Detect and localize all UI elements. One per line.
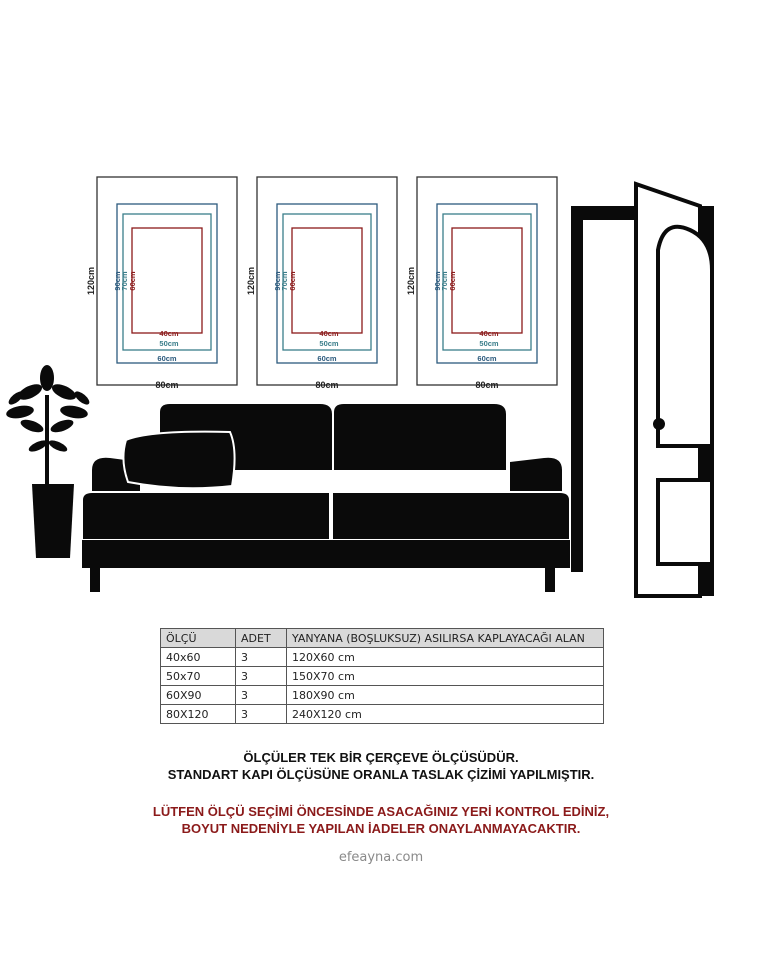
quantity-cell: 3 [236, 686, 287, 705]
table-row [161, 705, 604, 724]
size-cell: 50x70 [161, 667, 236, 686]
frame-height-label: 90cm [433, 271, 442, 291]
frame-width-label: 40cm [319, 329, 339, 338]
quantity-cell: 3 [236, 648, 287, 667]
column-header-coverage: YANYANA (BOŞLUKSUZ) ASILIRSA KAPLAYACAĞI ALAN [287, 629, 604, 648]
frame-width-label: 80cm [315, 380, 339, 390]
quantity-cell: 3 [236, 667, 287, 686]
coverage-cell: 150X70 cm [287, 667, 604, 686]
note-line-1: ÖLÇÜLER TEK BİR ÇERÇEVE ÖLÇÜSÜDÜR. [243, 750, 519, 765]
door-icon [571, 184, 714, 596]
quantity-cell: 3 [236, 705, 287, 724]
column-header-size: ÖLÇÜ [161, 629, 236, 648]
frame-width-label: 40cm [159, 329, 179, 338]
frame-height-label: 70cm [440, 271, 449, 291]
table-row [161, 686, 604, 705]
frame-width-label: 50cm [479, 339, 499, 348]
frame-width-label: 80cm [155, 380, 179, 390]
coverage-cell: 180X90 cm [287, 686, 604, 705]
frame-width-label: 50cm [319, 339, 339, 348]
frame-width-label: 40cm [479, 329, 499, 338]
table-row [161, 667, 604, 686]
frame-width-label: 80cm [475, 380, 499, 390]
size-cell: 80X120 [161, 705, 236, 724]
frame-2 [246, 177, 397, 390]
warning-line-2: BOYUT NEDENİYLE YAPILAN İADELER ONAYLANMAYACAKTIR. [181, 821, 581, 836]
site-watermark: efeayna.com [338, 850, 424, 865]
frame-height-label: 120cm [406, 266, 416, 296]
coverage-cell: 120X60 cm [287, 648, 604, 667]
frame-height-label: 90cm [113, 271, 122, 291]
frame-height-label: 90cm [273, 271, 282, 291]
frame-height-label: 120cm [86, 266, 96, 296]
sofa-icon [82, 404, 570, 592]
frame-height-label: 120cm [246, 266, 256, 296]
plant-icon [5, 365, 91, 558]
coverage-cell: 240X120 cm [287, 705, 604, 724]
size-table [160, 628, 604, 724]
frame-height-label: 60cm [128, 271, 137, 291]
size-cell: 40x60 [161, 648, 236, 667]
note-line-2: STANDART KAPI ÖLÇÜSÜNE ORANLA TASLAK ÇİZİMİ YAPILMIŞTIR. [167, 767, 595, 782]
frame-height-label: 70cm [280, 271, 289, 291]
frame-width-label: 60cm [317, 354, 337, 363]
frame-height-label: 60cm [448, 271, 457, 291]
table-header-row [161, 629, 604, 648]
table-row [161, 648, 604, 667]
frame-width-label: 60cm [157, 354, 177, 363]
warning-line-1: LÜTFEN ÖLÇÜ SEÇİMİ ÖNCESİNDE ASACAĞINIZ YERİ KONTROL EDİNİZ, [152, 804, 610, 819]
size-cell: 60X90 [161, 686, 236, 705]
column-header-quantity: ADET [236, 629, 287, 648]
frame-1 [86, 177, 237, 390]
frame-height-label: 70cm [120, 271, 129, 291]
frame-width-label: 50cm [159, 339, 179, 348]
frame-3 [406, 177, 557, 390]
frame-width-label: 60cm [477, 354, 497, 363]
frame-height-label: 60cm [288, 271, 297, 291]
